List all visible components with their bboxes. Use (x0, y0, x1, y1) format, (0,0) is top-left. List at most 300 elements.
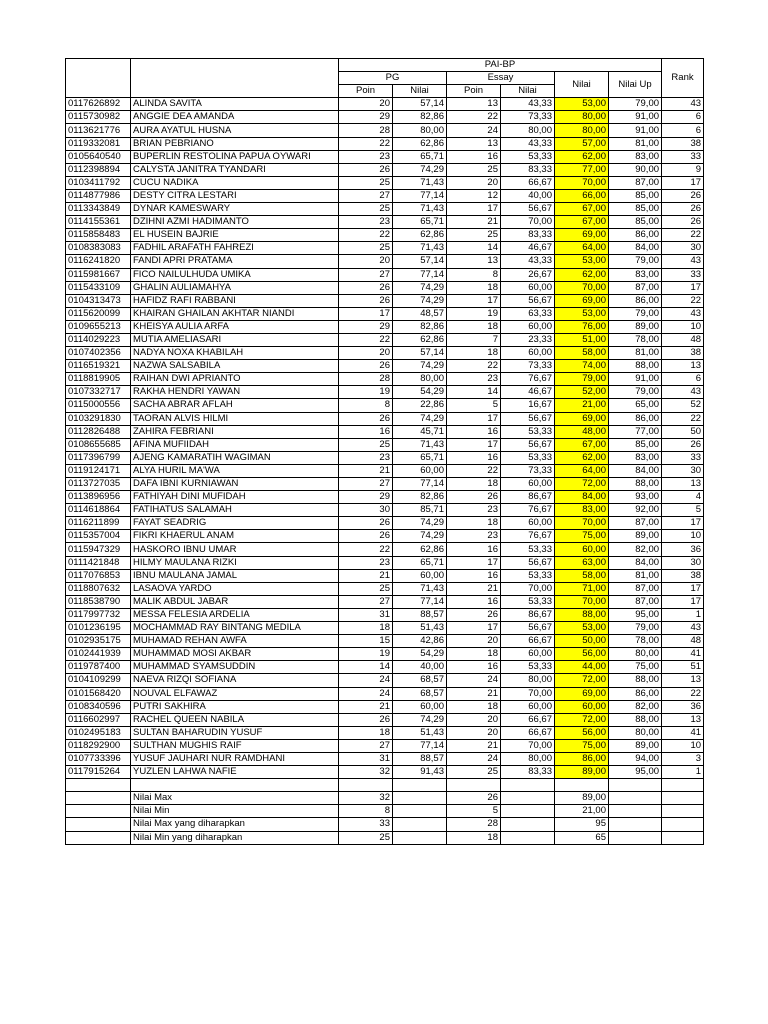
pg-poin: 31 (339, 608, 393, 621)
student-name: BRIAN PEBRIANO (131, 137, 339, 150)
rank: 48 (662, 635, 704, 648)
student-id: 0116519321 (66, 360, 131, 373)
table-row (66, 752, 704, 765)
rank: 9 (662, 163, 704, 176)
student-name: ALINDA SAVITA (131, 98, 339, 111)
summary-essay: 5 (447, 805, 501, 818)
essay-nilai: 80,00 (501, 674, 555, 687)
student-name: DAFA IBNI KURNIAWAN (131, 478, 339, 491)
student-name: FATHIYAH DINI MUFIDAH (131, 491, 339, 504)
final-nilai: 52,00 (555, 386, 609, 399)
student-name: AFINA MUFIIDAH (131, 438, 339, 451)
nilai-up: 79,00 (609, 307, 662, 320)
essay-poin: 18 (447, 281, 501, 294)
final-nilai: 72,00 (555, 674, 609, 687)
rank: 33 (662, 451, 704, 464)
essay-nilai: 73,33 (501, 111, 555, 124)
nilai-up: 78,00 (609, 333, 662, 346)
empty-cell (393, 779, 447, 792)
student-name: NADYA NOXA KHABILAH (131, 347, 339, 360)
rank: 26 (662, 189, 704, 202)
final-nilai: 69,00 (555, 294, 609, 307)
nilai-up: 86,00 (609, 229, 662, 242)
student-id: 0101236195 (66, 622, 131, 635)
pg-nilai: 51,43 (393, 622, 447, 635)
header-essay-nilai: Nilai (501, 85, 555, 98)
nilai-up: 83,00 (609, 150, 662, 163)
student-name: AURA AYATUL HUSNA (131, 124, 339, 137)
table-row (66, 255, 704, 268)
final-nilai: 88,00 (555, 608, 609, 621)
rank: 1 (662, 608, 704, 621)
nilai-up: 86,00 (609, 687, 662, 700)
table-row (66, 163, 704, 176)
summary-label: Nilai Min (131, 805, 339, 818)
nilai-up: 75,00 (609, 661, 662, 674)
pg-poin: 25 (339, 438, 393, 451)
essay-poin: 16 (447, 543, 501, 556)
nilai-up: 88,00 (609, 478, 662, 491)
student-id: 0112398894 (66, 163, 131, 176)
final-nilai: 21,00 (555, 399, 609, 412)
final-nilai: 67,00 (555, 438, 609, 451)
table-row (66, 556, 704, 569)
student-id: 0115981667 (66, 268, 131, 281)
pg-poin: 27 (339, 739, 393, 752)
rank: 17 (662, 281, 704, 294)
essay-nilai: 86,67 (501, 608, 555, 621)
table-row (66, 425, 704, 438)
essay-nilai: 73,33 (501, 464, 555, 477)
pg-poin: 23 (339, 451, 393, 464)
table-row (66, 648, 704, 661)
pg-poin: 30 (339, 504, 393, 517)
table-row (66, 412, 704, 425)
rank: 36 (662, 543, 704, 556)
essay-poin: 22 (447, 111, 501, 124)
rank: 43 (662, 255, 704, 268)
empty-cell (393, 818, 447, 831)
pg-nilai: 57,14 (393, 98, 447, 111)
pg-nilai: 77,14 (393, 189, 447, 202)
essay-nilai: 86,67 (501, 491, 555, 504)
table-row (66, 333, 704, 346)
summary-essay: 28 (447, 818, 501, 831)
student-name: YUZLEN LAHWA NAFIE (131, 766, 339, 779)
student-id: 0112826488 (66, 425, 131, 438)
final-nilai: 67,00 (555, 203, 609, 216)
final-nilai: 72,00 (555, 478, 609, 491)
nilai-up: 91,00 (609, 124, 662, 137)
student-id: 0117626892 (66, 98, 131, 111)
pg-poin: 21 (339, 700, 393, 713)
essay-nilai: 56,67 (501, 294, 555, 307)
table-row (66, 687, 704, 700)
student-id: 0114877986 (66, 189, 131, 202)
rank: 17 (662, 517, 704, 530)
table-row (66, 189, 704, 202)
nilai-up: 84,00 (609, 556, 662, 569)
pg-nilai: 60,00 (393, 569, 447, 582)
table-row (66, 491, 704, 504)
essay-poin: 24 (447, 124, 501, 137)
final-nilai: 70,00 (555, 595, 609, 608)
table-row (66, 543, 704, 556)
student-id: 0116602997 (66, 713, 131, 726)
essay-nilai: 76,67 (501, 504, 555, 517)
essay-nilai: 53,33 (501, 543, 555, 556)
pg-poin: 26 (339, 530, 393, 543)
essay-nilai: 43,33 (501, 255, 555, 268)
pg-nilai: 82,86 (393, 111, 447, 124)
summary-nilai: 89,00 (555, 792, 609, 805)
nilai-up: 83,00 (609, 268, 662, 281)
student-id: 0118807632 (66, 582, 131, 595)
student-name: NAEVA RIZQI SOFIANA (131, 674, 339, 687)
final-nilai: 71,00 (555, 582, 609, 595)
final-nilai: 77,00 (555, 163, 609, 176)
essay-poin: 18 (447, 648, 501, 661)
essay-nilai: 60,00 (501, 700, 555, 713)
nilai-up: 86,00 (609, 294, 662, 307)
pg-poin: 23 (339, 150, 393, 163)
student-name: FATIHATUS SALAMAH (131, 504, 339, 517)
pg-nilai: 77,14 (393, 268, 447, 281)
final-nilai: 60,00 (555, 543, 609, 556)
final-nilai: 89,00 (555, 766, 609, 779)
pg-nilai: 57,14 (393, 347, 447, 360)
table-row (66, 530, 704, 543)
student-id: 0104109299 (66, 674, 131, 687)
table-row (66, 399, 704, 412)
essay-poin: 18 (447, 347, 501, 360)
student-id: 0117997732 (66, 608, 131, 621)
essay-nilai: 40,00 (501, 189, 555, 202)
rank: 3 (662, 752, 704, 765)
essay-poin: 16 (447, 425, 501, 438)
final-nilai: 69,00 (555, 412, 609, 425)
essay-poin: 24 (447, 752, 501, 765)
pg-poin: 28 (339, 373, 393, 386)
header-subject: PAI-BP (339, 59, 662, 72)
essay-nilai: 43,33 (501, 98, 555, 111)
nilai-up: 91,00 (609, 111, 662, 124)
student-name: SULTAN BAHARUDIN YUSUF (131, 726, 339, 739)
student-name: KHEISYA AULIA ARFA (131, 320, 339, 333)
student-name: MESSA FELESIA ARDELIA (131, 608, 339, 621)
summary-essay: 26 (447, 792, 501, 805)
essay-poin: 22 (447, 360, 501, 373)
nilai-up: 81,00 (609, 137, 662, 150)
pg-poin: 26 (339, 281, 393, 294)
student-name: EL HUSEIN BAJRIE (131, 229, 339, 242)
pg-nilai: 65,71 (393, 451, 447, 464)
empty-cell (501, 805, 555, 818)
table-row (66, 229, 704, 242)
student-name: DESTY CITRA LESTARI (131, 189, 339, 202)
table-row (66, 622, 704, 635)
rank: 38 (662, 347, 704, 360)
empty-cell (501, 831, 555, 844)
rank: 26 (662, 438, 704, 451)
student-id: 0115730982 (66, 111, 131, 124)
rank: 50 (662, 425, 704, 438)
pg-poin: 27 (339, 189, 393, 202)
final-nilai: 86,00 (555, 752, 609, 765)
final-nilai: 53,00 (555, 255, 609, 268)
essay-poin: 19 (447, 307, 501, 320)
empty-cell (393, 792, 447, 805)
final-nilai: 79,00 (555, 373, 609, 386)
student-id: 0115858483 (66, 229, 131, 242)
essay-nilai: 53,33 (501, 425, 555, 438)
student-id: 0104313473 (66, 294, 131, 307)
nilai-up: 83,00 (609, 451, 662, 464)
pg-nilai: 71,43 (393, 176, 447, 189)
student-id: 0108655685 (66, 438, 131, 451)
header-pg-poin: Poin (339, 85, 393, 98)
empty-cell (662, 779, 704, 792)
table-row (66, 608, 704, 621)
nilai-up: 90,00 (609, 163, 662, 176)
header-essay-poin: Poin (447, 85, 501, 98)
essay-poin: 25 (447, 163, 501, 176)
student-id: 0114155361 (66, 216, 131, 229)
final-nilai: 57,00 (555, 137, 609, 150)
student-name: NAZWA SALSABILA (131, 360, 339, 373)
essay-nilai: 46,67 (501, 386, 555, 399)
score-sheet (65, 58, 704, 845)
header-nilai: Nilai (555, 72, 609, 98)
rank: 36 (662, 700, 704, 713)
student-name: FANDI APRI PRATAMA (131, 255, 339, 268)
empty-cell (662, 792, 704, 805)
pg-nilai: 71,43 (393, 203, 447, 216)
student-id: 0119787400 (66, 661, 131, 674)
nilai-up: 95,00 (609, 608, 662, 621)
essay-nilai: 53,33 (501, 595, 555, 608)
pg-nilai: 77,14 (393, 595, 447, 608)
empty-cell (447, 779, 501, 792)
student-id: 0117915264 (66, 766, 131, 779)
student-name: MUTIA AMELIASARI (131, 333, 339, 346)
rank: 26 (662, 203, 704, 216)
rank: 38 (662, 569, 704, 582)
empty-cell (393, 805, 447, 818)
student-name: YUSUF JAUHARI NUR RAMDHANI (131, 752, 339, 765)
rank: 33 (662, 268, 704, 281)
student-id: 0101568420 (66, 687, 131, 700)
student-name: DZIHNI AZMI HADIMANTO (131, 216, 339, 229)
table-row (66, 137, 704, 150)
essay-poin: 20 (447, 176, 501, 189)
nilai-up: 89,00 (609, 739, 662, 752)
student-name: HAFIDZ RAFI RABBANI (131, 294, 339, 307)
pg-poin: 21 (339, 569, 393, 582)
pg-poin: 29 (339, 111, 393, 124)
empty-cell (609, 792, 662, 805)
pg-poin: 27 (339, 268, 393, 281)
summary-pg: 8 (339, 805, 393, 818)
student-id: 0102935175 (66, 635, 131, 648)
pg-nilai: 71,43 (393, 438, 447, 451)
rank: 43 (662, 386, 704, 399)
rank: 41 (662, 648, 704, 661)
student-id: 0113343849 (66, 203, 131, 216)
rank: 17 (662, 176, 704, 189)
student-name: HILMY MAULANA RIZKI (131, 556, 339, 569)
pg-poin: 31 (339, 752, 393, 765)
pg-poin: 17 (339, 307, 393, 320)
nilai-up: 84,00 (609, 464, 662, 477)
rank: 13 (662, 674, 704, 687)
essay-nilai: 53,33 (501, 569, 555, 582)
table-row (66, 373, 704, 386)
student-name: NOUVAL ELFAWAZ (131, 687, 339, 700)
pg-nilai: 65,71 (393, 556, 447, 569)
student-name: ZAHIRA FEBRIANI (131, 425, 339, 438)
pg-nilai: 60,00 (393, 700, 447, 713)
pg-nilai: 88,57 (393, 752, 447, 765)
pg-nilai: 62,86 (393, 137, 447, 150)
pg-nilai: 80,00 (393, 373, 447, 386)
table-row (66, 320, 704, 333)
nilai-up: 94,00 (609, 752, 662, 765)
pg-poin: 18 (339, 726, 393, 739)
pg-poin: 29 (339, 491, 393, 504)
essay-poin: 23 (447, 504, 501, 517)
nilai-up: 80,00 (609, 648, 662, 661)
rank: 51 (662, 661, 704, 674)
essay-nilai: 56,67 (501, 203, 555, 216)
nilai-up: 85,00 (609, 203, 662, 216)
final-nilai: 60,00 (555, 700, 609, 713)
table-row (66, 242, 704, 255)
table-row (66, 674, 704, 687)
final-nilai: 53,00 (555, 307, 609, 320)
essay-nilai: 70,00 (501, 582, 555, 595)
summary-row (66, 805, 704, 818)
table-row (66, 478, 704, 491)
rank: 30 (662, 242, 704, 255)
essay-nilai: 60,00 (501, 347, 555, 360)
pg-nilai: 80,00 (393, 124, 447, 137)
student-name: MUHAMMAD MOSI AKBAR (131, 648, 339, 661)
student-name: ALYA HURIL MA'WA (131, 464, 339, 477)
pg-nilai: 71,43 (393, 242, 447, 255)
essay-nilai: 56,67 (501, 412, 555, 425)
nilai-up: 88,00 (609, 713, 662, 726)
pg-poin: 26 (339, 412, 393, 425)
pg-poin: 25 (339, 242, 393, 255)
pg-poin: 8 (339, 399, 393, 412)
final-nilai: 50,00 (555, 635, 609, 648)
essay-nilai: 80,00 (501, 752, 555, 765)
rank: 1 (662, 766, 704, 779)
pg-nilai: 74,29 (393, 294, 447, 307)
pg-nilai: 45,71 (393, 425, 447, 438)
summary-pg: 25 (339, 831, 393, 844)
final-nilai: 70,00 (555, 517, 609, 530)
essay-nilai: 60,00 (501, 281, 555, 294)
student-id: 0115357004 (66, 530, 131, 543)
essay-poin: 14 (447, 242, 501, 255)
table-row (66, 150, 704, 163)
student-name: RAKHA HENDRI YAWAN (131, 386, 339, 399)
student-name: RACHEL QUEEN NABILA (131, 713, 339, 726)
empty-cell (66, 792, 131, 805)
empty-cell (555, 779, 609, 792)
essay-poin: 20 (447, 726, 501, 739)
pg-nilai: 57,14 (393, 255, 447, 268)
nilai-up: 82,00 (609, 700, 662, 713)
rank: 4 (662, 491, 704, 504)
student-name: CALYSTA JANITRA TYANDARI (131, 163, 339, 176)
table-row (66, 268, 704, 281)
nilai-up: 65,00 (609, 399, 662, 412)
table-row (66, 438, 704, 451)
rank: 6 (662, 373, 704, 386)
pg-nilai: 22,86 (393, 399, 447, 412)
table-row (66, 124, 704, 137)
pg-nilai: 74,29 (393, 517, 447, 530)
student-id: 0107733396 (66, 752, 131, 765)
essay-nilai: 76,67 (501, 373, 555, 386)
pg-poin: 24 (339, 687, 393, 700)
empty-cell (131, 779, 339, 792)
student-id: 0118819905 (66, 373, 131, 386)
pg-nilai: 54,29 (393, 648, 447, 661)
summary-row (66, 831, 704, 844)
empty-cell (393, 831, 447, 844)
final-nilai: 56,00 (555, 726, 609, 739)
table-row (66, 661, 704, 674)
final-nilai: 70,00 (555, 281, 609, 294)
pg-poin: 20 (339, 347, 393, 360)
empty-cell (66, 805, 131, 818)
rank: 48 (662, 333, 704, 346)
summary-row (66, 818, 704, 831)
essay-poin: 12 (447, 189, 501, 202)
essay-poin: 21 (447, 216, 501, 229)
nilai-up: 78,00 (609, 635, 662, 648)
pg-poin: 25 (339, 176, 393, 189)
empty-cell (662, 805, 704, 818)
pg-nilai: 74,29 (393, 530, 447, 543)
table-row (66, 595, 704, 608)
table-row (66, 713, 704, 726)
nilai-up: 92,00 (609, 504, 662, 517)
essay-poin: 21 (447, 739, 501, 752)
student-name: PUTRI SAKHIRA (131, 700, 339, 713)
essay-poin: 5 (447, 399, 501, 412)
student-id: 0114618864 (66, 504, 131, 517)
summary-nilai: 95 (555, 818, 609, 831)
essay-nilai: 70,00 (501, 687, 555, 700)
empty-cell (501, 779, 555, 792)
nilai-up: 89,00 (609, 530, 662, 543)
nilai-up: 81,00 (609, 569, 662, 582)
essay-poin: 16 (447, 451, 501, 464)
nilai-up: 82,00 (609, 543, 662, 556)
pg-nilai: 60,00 (393, 464, 447, 477)
summary-row (66, 792, 704, 805)
pg-poin: 26 (339, 163, 393, 176)
pg-poin: 22 (339, 229, 393, 242)
final-nilai: 56,00 (555, 648, 609, 661)
table-row (66, 360, 704, 373)
nilai-up: 85,00 (609, 189, 662, 202)
